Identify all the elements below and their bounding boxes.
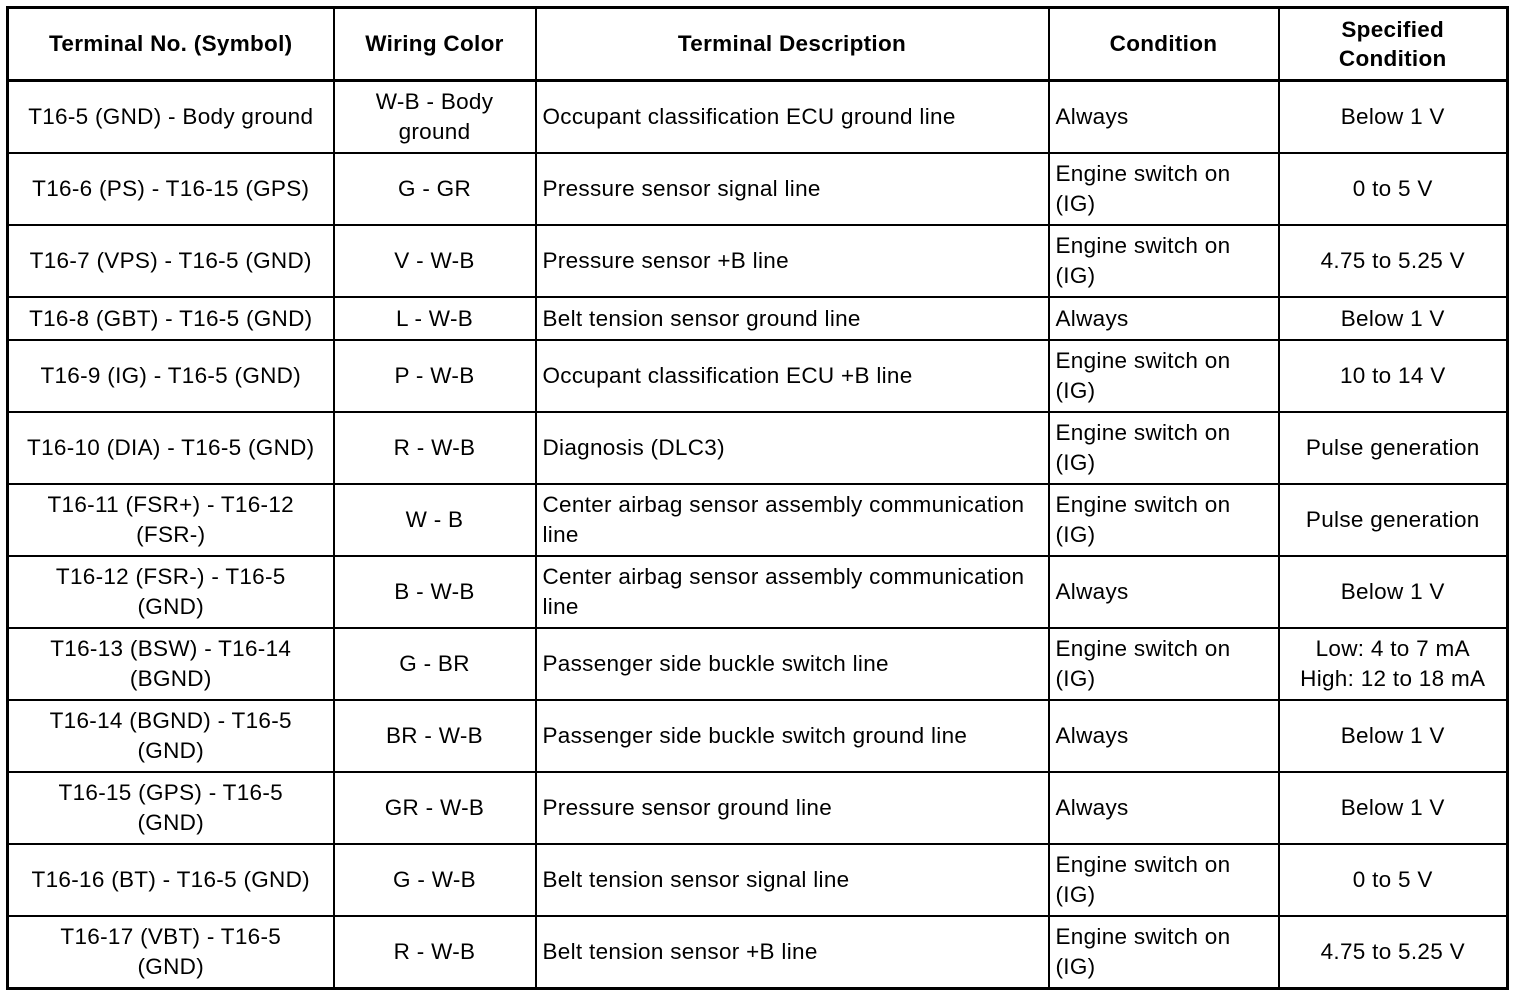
specified-cell: 0 to 5 V: [1279, 844, 1508, 916]
table-row: [8, 153, 1508, 225]
specified-cell: Pulse generation: [1279, 412, 1508, 484]
description-cell: Belt tension sensor ground line: [536, 297, 1049, 340]
table-row: [8, 844, 1508, 916]
table-row: [8, 297, 1508, 340]
terminal-cell: T16-11 (FSR+) - T16-12 (FSR-): [8, 484, 334, 556]
wiring-cell: G - GR: [334, 153, 536, 225]
terminal-cell: T16-16 (BT) - T16-5 (GND): [8, 844, 334, 916]
terminal-cell: T16-15 (GPS) - T16-5 (GND): [8, 772, 334, 844]
description-cell: Pressure sensor signal line: [536, 153, 1049, 225]
condition-cell: Engine switch on (IG): [1049, 628, 1279, 700]
table-row: [8, 556, 1508, 628]
specified-cell: Below 1 V: [1279, 556, 1508, 628]
condition-cell: Always: [1049, 81, 1279, 154]
wiring-cell: G - W-B: [334, 844, 536, 916]
wiring-cell: BR - W-B: [334, 700, 536, 772]
wiring-cell: P - W-B: [334, 340, 536, 412]
specified-cell: Below 1 V: [1279, 772, 1508, 844]
description-cell: Occupant classification ECU +B line: [536, 340, 1049, 412]
terminal-cell: T16-9 (IG) - T16-5 (GND): [8, 340, 334, 412]
wiring-cell: W-B - Body ground: [334, 81, 536, 154]
terminal-cell: T16-12 (FSR-) - T16-5 (GND): [8, 556, 334, 628]
terminal-cell: T16-14 (BGND) - T16-5 (GND): [8, 700, 334, 772]
condition-cell: Engine switch on (IG): [1049, 916, 1279, 989]
terminal-cell: T16-5 (GND) - Body ground: [8, 81, 334, 154]
table-row: [8, 412, 1508, 484]
wiring-cell: B - W-B: [334, 556, 536, 628]
terminal-table: [6, 6, 1509, 990]
header-condition: Condition: [1049, 8, 1279, 81]
wiring-cell: R - W-B: [334, 412, 536, 484]
wiring-cell: G - BR: [334, 628, 536, 700]
condition-cell: Engine switch on (IG): [1049, 412, 1279, 484]
description-cell: Diagnosis (DLC3): [536, 412, 1049, 484]
condition-cell: Always: [1049, 556, 1279, 628]
condition-cell: Engine switch on (IG): [1049, 340, 1279, 412]
terminal-cell: T16-10 (DIA) - T16-5 (GND): [8, 412, 334, 484]
description-cell: Belt tension sensor +B line: [536, 916, 1049, 989]
header-description: Terminal Description: [536, 8, 1049, 81]
condition-cell: Engine switch on (IG): [1049, 484, 1279, 556]
condition-cell: Always: [1049, 700, 1279, 772]
description-cell: Occupant classification ECU ground line: [536, 81, 1049, 154]
table-row: [8, 340, 1508, 412]
description-cell: Passenger side buckle switch ground line: [536, 700, 1049, 772]
header-terminal: Terminal No. (Symbol): [8, 8, 334, 81]
specified-cell: 10 to 14 V: [1279, 340, 1508, 412]
description-cell: Center airbag sensor assembly communication line: [536, 484, 1049, 556]
table-row: [8, 916, 1508, 989]
table-row: [8, 700, 1508, 772]
specified-cell: 4.75 to 5.25 V: [1279, 916, 1508, 989]
specified-cell: Below 1 V: [1279, 81, 1508, 154]
wiring-cell: W - B: [334, 484, 536, 556]
table-row: [8, 81, 1508, 154]
terminal-cell: T16-7 (VPS) - T16-5 (GND): [8, 225, 334, 297]
description-cell: Pressure sensor ground line: [536, 772, 1049, 844]
description-cell: Belt tension sensor signal line: [536, 844, 1049, 916]
terminal-cell: T16-8 (GBT) - T16-5 (GND): [8, 297, 334, 340]
condition-cell: Always: [1049, 772, 1279, 844]
wiring-cell: V - W-B: [334, 225, 536, 297]
table-header-row: [8, 8, 1508, 81]
specified-cell: 0 to 5 V: [1279, 153, 1508, 225]
table-row: [8, 484, 1508, 556]
description-cell: Passenger side buckle switch line: [536, 628, 1049, 700]
wiring-cell: R - W-B: [334, 916, 536, 989]
wiring-cell: GR - W-B: [334, 772, 536, 844]
description-cell: Center airbag sensor assembly communication line: [536, 556, 1049, 628]
specified-cell: Low: 4 to 7 mA High: 12 to 18 mA: [1279, 628, 1508, 700]
header-specified-condition: Specified Condition: [1279, 8, 1508, 81]
table-row: [8, 225, 1508, 297]
terminal-cell: T16-17 (VBT) - T16-5 (GND): [8, 916, 334, 989]
condition-cell: Engine switch on (IG): [1049, 153, 1279, 225]
wiring-cell: L - W-B: [334, 297, 536, 340]
condition-cell: Always: [1049, 297, 1279, 340]
header-wiring-color: Wiring Color: [334, 8, 536, 81]
condition-cell: Engine switch on (IG): [1049, 844, 1279, 916]
table-row: [8, 628, 1508, 700]
specified-cell: Below 1 V: [1279, 297, 1508, 340]
terminal-cell: T16-6 (PS) - T16-15 (GPS): [8, 153, 334, 225]
terminal-cell: T16-13 (BSW) - T16-14 (BGND): [8, 628, 334, 700]
specified-cell: Below 1 V: [1279, 700, 1508, 772]
condition-cell: Engine switch on (IG): [1049, 225, 1279, 297]
description-cell: Pressure sensor +B line: [536, 225, 1049, 297]
specified-cell: Pulse generation: [1279, 484, 1508, 556]
specified-cell: 4.75 to 5.25 V: [1279, 225, 1508, 297]
table-row: [8, 772, 1508, 844]
